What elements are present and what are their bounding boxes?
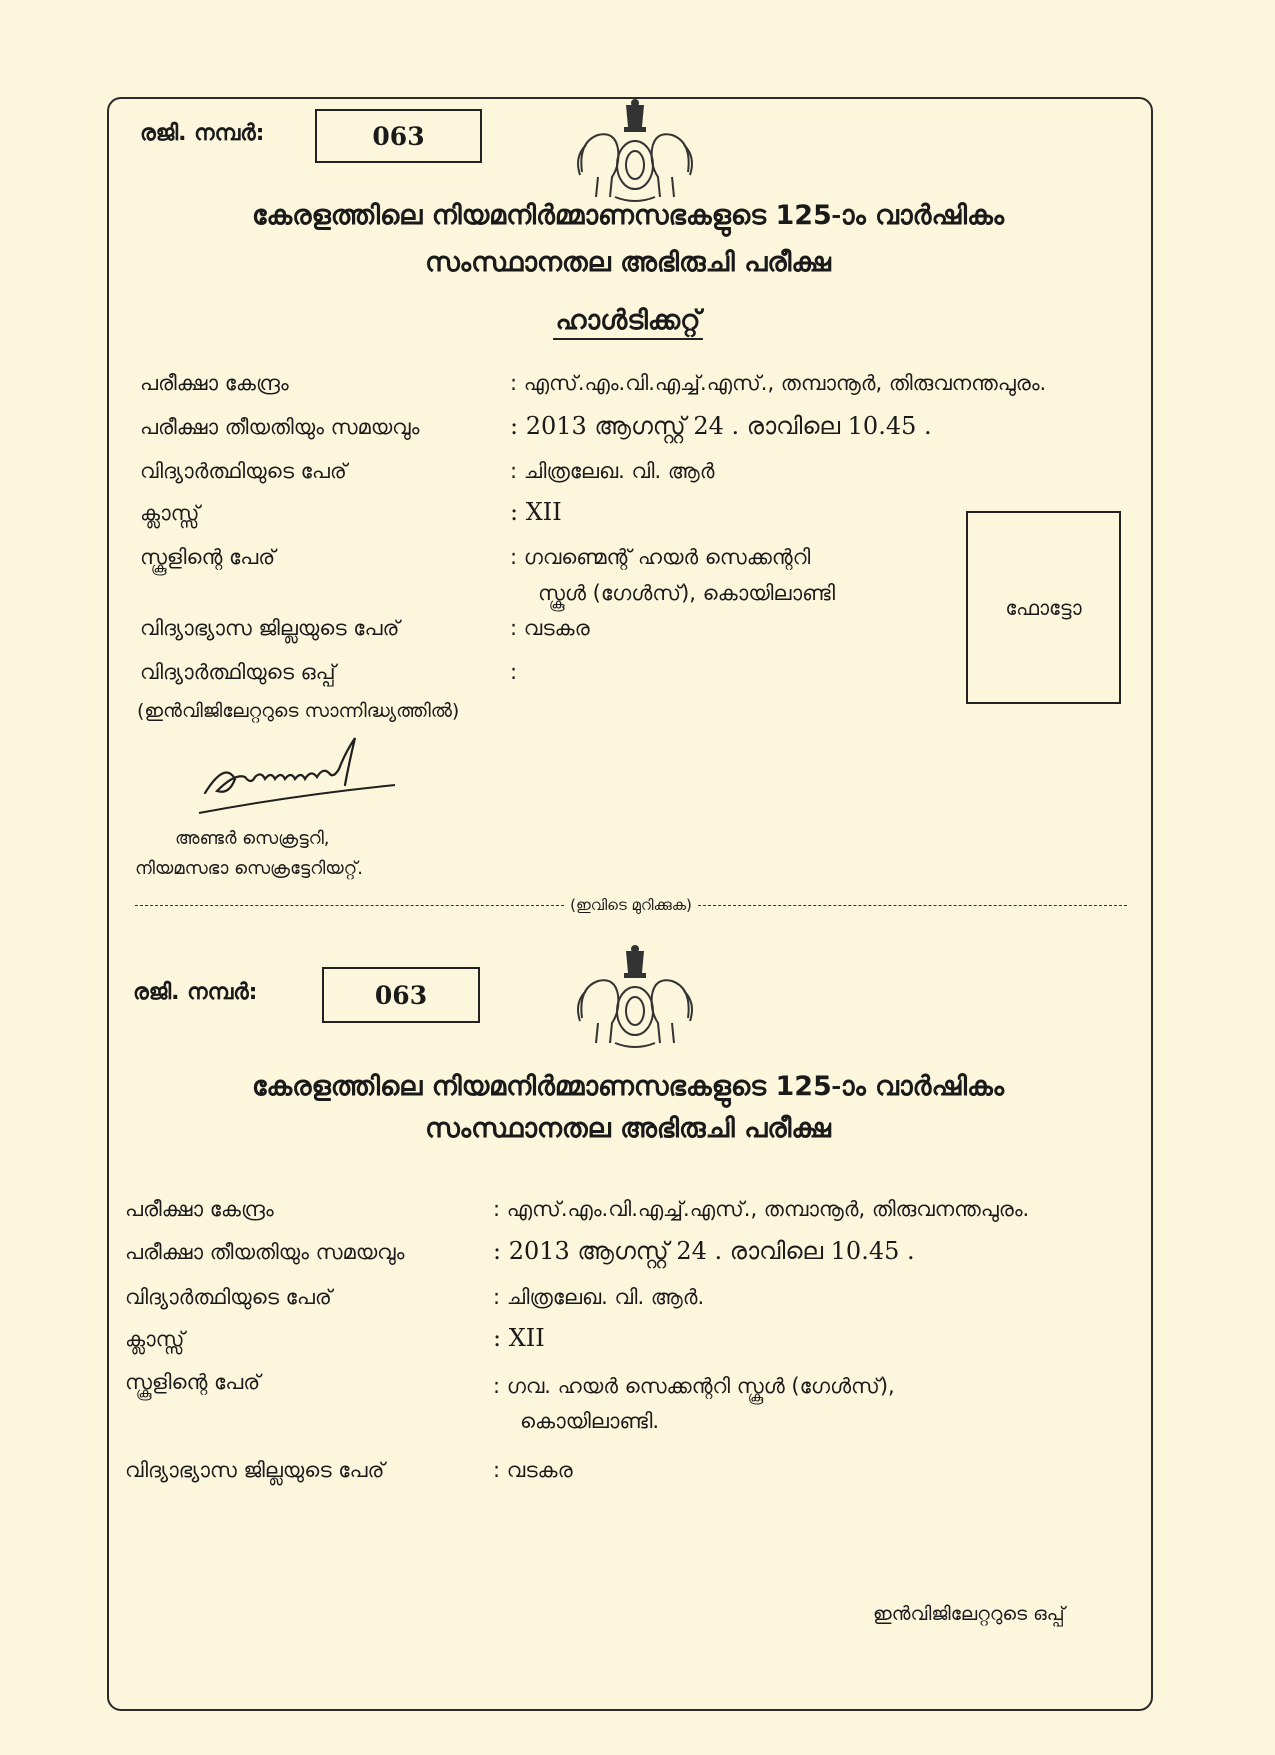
field-label-student-signature: വിദ്യാർത്ഥിയുടെ ഒപ്പ് <box>140 660 336 684</box>
cut-dash-left <box>135 905 564 906</box>
hall-ticket-label: ഹാൾടിക്കറ്റ് <box>553 305 702 340</box>
invigilator-signature-label: ഇൻവിജിലേറ്ററുടെ ഒപ്പ് <box>873 1603 1065 1625</box>
reg-number-label: രജി. നമ്പർ: <box>140 121 265 146</box>
field-label-class: ക്ലാസ്സ് <box>140 501 200 525</box>
ticket2-field-value-school-name: : ഗവ. ഹയർ സെക്കന്ററി സ്കൂൾ (ഗേൾസ്), <box>493 1374 895 1398</box>
ticket2-field-value-exam-centre: : എസ്.എം.വി.എച്ച്.എസ്., തമ്പാനൂർ, തിരുവനന്തപുരം. <box>493 1197 1030 1221</box>
reg-number-box: 063 <box>315 109 482 163</box>
field-value-edu-district: : വടകര <box>510 616 590 640</box>
cut-here-line <box>135 895 1127 915</box>
ticket2-field-label-exam-date: പരീക്ഷാ തീയതിയും സമയവും <box>125 1240 405 1264</box>
ticket2-field-label-exam-centre: പരീക്ഷാ കേന്ദ്രം <box>125 1197 274 1221</box>
photo-box <box>966 511 1121 704</box>
kerala-emblem-icon <box>560 97 710 207</box>
signature-note: (ഇൻവിജിലേറ്ററുടെ സാന്നിദ്ധ്യത്തിൽ) <box>137 700 460 722</box>
field-value-school-name: : ഗവണ്മെന്റ് ഹയർ സെക്കന്ററി <box>510 545 811 569</box>
ticket1-title: കേരളത്തിലെ നിയമനിർമ്മാണസഭകളുടെ 125-ാം വാർഷികം <box>251 200 1005 231</box>
ticket2-field-label-school-name: സ്കൂളിന്റെ പേര് <box>125 1370 261 1394</box>
cut-dash-right <box>698 905 1127 906</box>
kerala-emblem-icon-2 <box>560 943 710 1053</box>
ticket2-field-label-student-name: വിദ്യാർത്ഥിയുടെ പേര് <box>125 1285 332 1309</box>
ticket2-field-value-class: : XII <box>493 1324 545 1352</box>
ticket2-field-label-edu-district: വിദ്യാഭ്യാസ ജില്ലയുടെ പേര് <box>125 1458 385 1482</box>
field-label-school-name: സ്കൂളിന്റെ പേര് <box>140 545 276 569</box>
ticket2-reg-number-label: രജി. നമ്പർ: <box>133 980 258 1005</box>
signatory-office: നിയമസഭാ സെക്രട്ടേറിയറ്റ്. <box>135 858 363 879</box>
field-value-class: : XII <box>510 498 562 526</box>
field-value-student-signature: : <box>510 660 518 684</box>
handwritten-signature-icon <box>195 733 405 823</box>
ticket2-field-value-student-name: : ചിത്രലേഖ. വി. ആർ. <box>493 1285 705 1309</box>
ticket2-field-value-exam-date: : 2013 ആഗസ്റ്റ് 24 . രാവിലെ 10.45 . <box>493 1237 915 1265</box>
field-label-student-name: വിദ്യാർത്ഥിയുടെ പേര് <box>140 459 347 483</box>
field-value-exam-centre: : എസ്.എം.വി.എച്ച്.എസ്., തമ്പാനൂർ, തിരുവനന്തപുരം. <box>510 371 1047 395</box>
photo-label: ഫോട്ടോ <box>1005 595 1082 620</box>
ticket1-subtitle: സംസ്ഥാനതല അഭിരുചി പരീക്ഷ <box>425 247 831 278</box>
signatory-title: അണ്ടർ സെക്രട്ടറി, <box>175 828 330 849</box>
field-value-school-name-line2: സ്കൂൾ (ഗേൾസ്), കൊയിലാണ്ടി <box>538 581 836 605</box>
ticket2-field-label-class: ക്ലാസ്സ് <box>125 1327 185 1351</box>
ticket2-reg-number-box: 063 <box>322 967 480 1023</box>
field-value-exam-date: : 2013 ആഗസ്റ്റ് 24 . രാവിലെ 10.45 . <box>510 412 932 440</box>
hall-ticket-heading <box>107 305 1149 337</box>
ticket2-subtitle: സംസ്ഥാനതല അഭിരുചി പരീക്ഷ <box>425 1113 831 1144</box>
cut-here-label: (ഇവിടെ മുറിക്കുക) <box>570 896 692 914</box>
field-value-student-name: : ചിത്രലേഖ. വി. ആർ <box>510 459 715 483</box>
ticket2-field-value-school-name-line2: കൊയിലാണ്ടി. <box>520 1409 660 1433</box>
field-label-edu-district: വിദ്യാഭ്യാസ ജില്ലയുടെ പേര് <box>140 616 400 640</box>
ticket2-field-value-edu-district: : വടകര <box>493 1458 573 1482</box>
field-label-exam-centre: പരീക്ഷാ കേന്ദ്രം <box>140 371 289 395</box>
field-label-exam-date: പരീക്ഷാ തീയതിയും സമയവും <box>140 415 420 439</box>
ticket2-title: കേരളത്തിലെ നിയമനിർമ്മാണസഭകളുടെ 125-ാം വാർഷികം <box>251 1071 1005 1102</box>
